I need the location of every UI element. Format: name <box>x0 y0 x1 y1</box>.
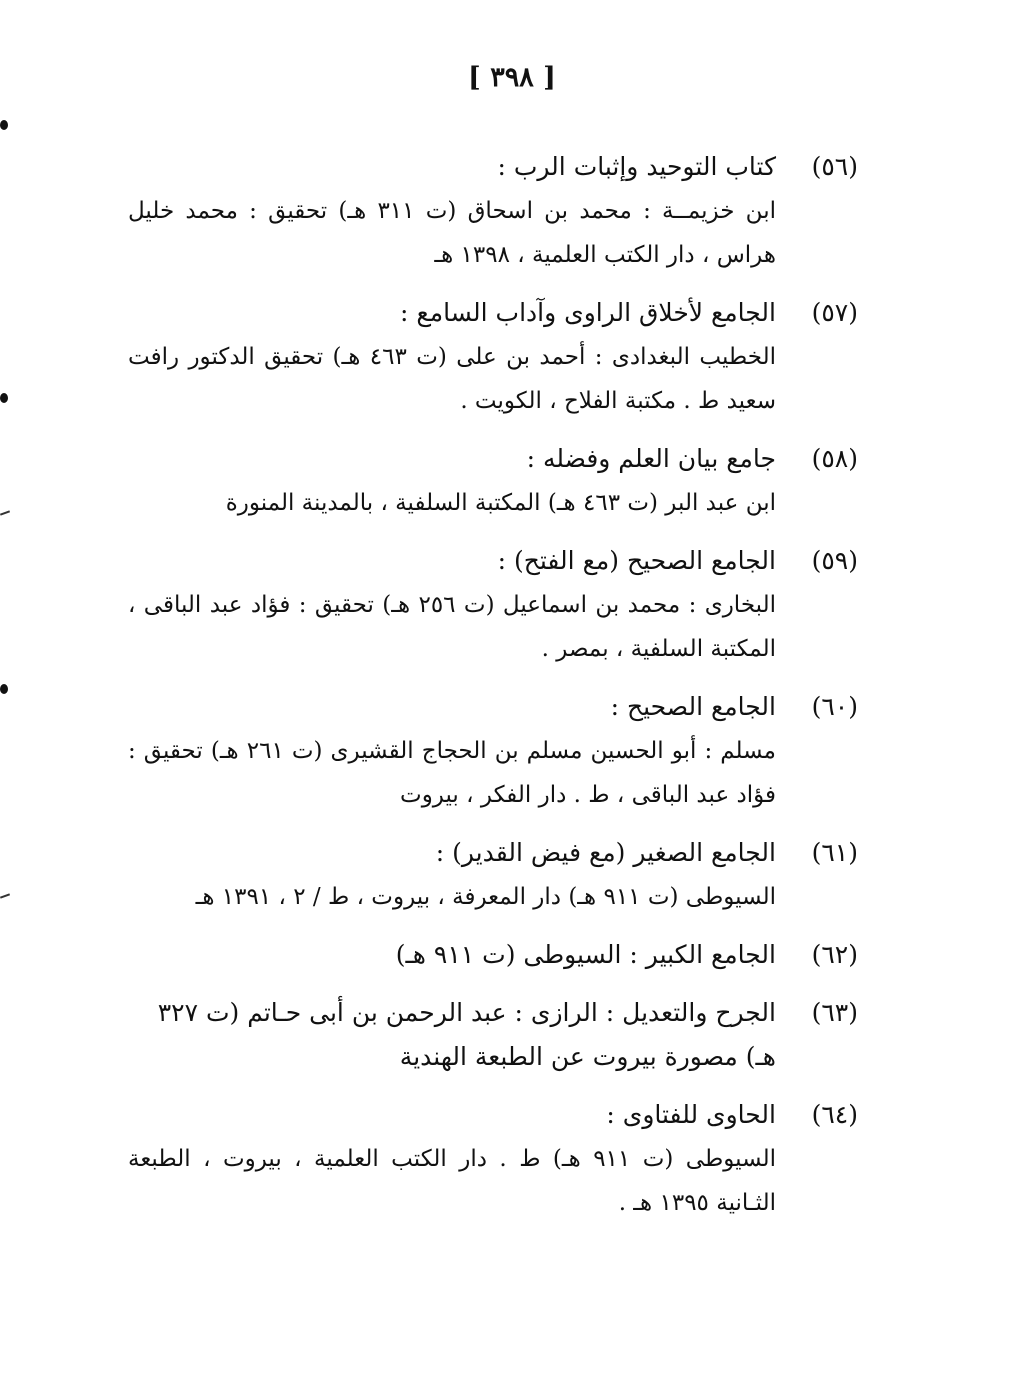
entry-number: (٥٧) <box>811 298 858 327</box>
margin-tick <box>0 893 10 898</box>
bibliography-entry <box>128 991 858 1079</box>
entry-details: السيوطى (ت ٩١١ هـ) ط . دار الكتب العلمية ، بيروت ، الطبعة الثـانية ١٣٩٥ هـ . <box>128 1146 776 1216</box>
entry-number: (٦٣) <box>811 998 858 1027</box>
margin-mark <box>0 393 8 403</box>
margin-mark <box>0 684 8 694</box>
entry-title: الجامع لأخلاق الراوى وآداب السامع : <box>400 298 776 327</box>
entry-title: جامع بيان العلم وفضله : <box>526 444 776 473</box>
entry-details: البخارى : محمد بن اسماعيل (ت ٢٥٦ هـ) تحقيق : فؤاد عبد الباقى ، المكتبة السلفية ، بمصر . <box>128 592 777 662</box>
entry-title: الجامع الصحيح : <box>610 692 776 721</box>
entry-number: (٥٦) <box>811 152 858 181</box>
entry-number: (٦٢) <box>811 940 858 969</box>
margin-tick <box>0 510 10 515</box>
entry-details: ابن خزيمــة : محمد بن اسحاق (ت ٣١١ هـ) تحقيق : محمد خليل هراس ، دار الكتب العلمية ، ١٣٩٨ هـ <box>128 198 776 268</box>
entry-details: مسلم : أبو الحسين مسلم بن الحجاج القشيرى (ت ٢٦١ هـ) تحقيق : فؤاد عبد الباقى ، ط . دار الفكر ، بيروت <box>128 738 776 808</box>
entry-number: (٦١) <box>811 838 858 867</box>
entry-details: السيوطى (ت ٩١١ هـ) دار المعرفة ، بيروت ، ط / ٢ ، ١٣٩١ هـ <box>195 884 776 910</box>
bibliography-entry <box>128 145 858 277</box>
entry-title: الحاوى للفتاوى : <box>606 1100 776 1129</box>
bibliography-entry <box>128 539 858 671</box>
entry-details: الخطيب البغدادى : أحمد بن على (ت ٤٦٣ هـ) تحقيق الدكتور رافت سعيد ط . مكتبة الفلاح ، الكويت . <box>128 344 776 414</box>
entry-number: (٥٨) <box>811 444 858 473</box>
bibliography-entry <box>128 437 858 525</box>
bibliography-entry <box>128 685 858 817</box>
bibliography-entry <box>128 1093 858 1225</box>
page-number: [ ٣٩٨ ] <box>468 62 556 93</box>
bibliography-entry <box>128 831 858 919</box>
entry-details: ابن عبد البر (ت ٤٦٣ هـ) المكتبة السلفية ، بالمدينة المنورة <box>225 490 776 516</box>
bibliography-entry <box>128 291 858 423</box>
entry-number: (٦٠) <box>811 692 858 721</box>
entry-title: الجامع الصغير (مع فيض القدير) : <box>435 838 776 867</box>
entry-title: كتاب التوحيد وإثبات الرب : <box>497 152 776 181</box>
entry-title: الجامع الصحيح (مع الفتح) : <box>497 546 776 575</box>
bibliography-entry <box>128 933 858 977</box>
entry-number: (٥٩) <box>811 546 858 575</box>
entry-number: (٦٤) <box>811 1100 858 1129</box>
bibliography-list <box>128 145 858 1239</box>
entry-title: الجامع الكبير : السيوطى (ت ٩١١ هـ) <box>395 940 776 969</box>
margin-mark <box>0 120 8 130</box>
entry-title: الجرح والتعديل : الرازى : عبد الرحمن بن أبى حـاتم (ت ٣٢٧ هـ) مصورة بيروت عن الطبعة الهندية <box>157 998 776 1071</box>
